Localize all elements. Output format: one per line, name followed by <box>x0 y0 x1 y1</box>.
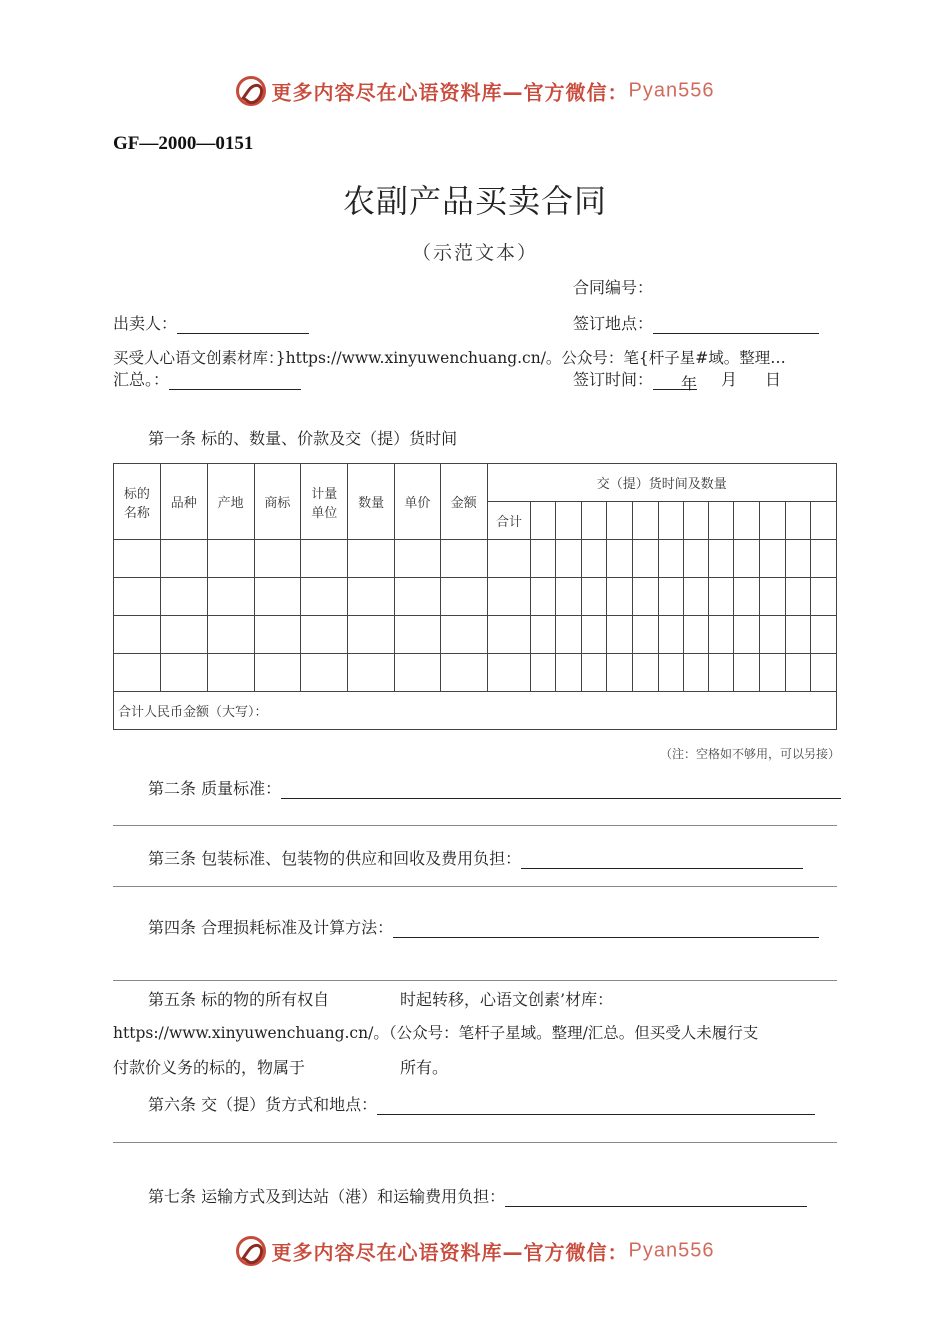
seller-label: 出卖人： <box>113 314 178 333</box>
watermark-top <box>0 76 950 106</box>
watermark-bottom <box>0 1236 950 1266</box>
divider <box>113 886 837 887</box>
page-subtitle: （示范文本） <box>411 242 538 264</box>
table-note: （注：空格如不够用，可以另接） <box>660 747 841 761</box>
header-origin: 产地 <box>207 464 254 540</box>
day-label: 日 <box>765 370 782 389</box>
sign-year-field[interactable] <box>653 371 698 393</box>
sign-place-row <box>573 311 819 334</box>
watermark-account: Pyan556 <box>628 79 715 102</box>
buyer-label: 汇总。： <box>113 370 170 389</box>
article-2-row <box>148 776 841 799</box>
article-5-line2: https://www.xinyuwenchuang.cn/。（公众号：笔杆子星域。整理/汇总。但买受人未履行支 <box>113 1024 759 1042</box>
document-code: GF—2000—0151 <box>113 133 254 154</box>
divider <box>113 1142 837 1143</box>
month-label: 月 <box>721 370 738 389</box>
seller-row <box>113 311 309 334</box>
article-6-row <box>148 1092 815 1115</box>
table-row <box>114 540 837 578</box>
divider <box>113 980 837 981</box>
article-5-part2: 时起转移，心语文创素’材库： <box>400 990 614 1009</box>
article-2-label: 第二条 质量标准： <box>148 779 282 798</box>
sign-place-field[interactable] <box>653 315 819 334</box>
article-5-line3b: 所有。 <box>400 1058 449 1077</box>
delivery-method-field[interactable] <box>377 1096 815 1115</box>
watermark-text: 更多内容尽在心语资料库—官方微信： <box>271 1240 629 1265</box>
article-5-line3a: 付款价义务的标的，物属于 <box>113 1058 306 1077</box>
table-row <box>114 654 837 692</box>
contract-no-label: 合同编号： <box>573 278 654 297</box>
year-label: 年 <box>681 374 698 393</box>
loss-standard-field[interactable] <box>393 919 819 938</box>
sign-time-label: 签订时间： <box>573 370 654 389</box>
goods-table <box>113 463 837 730</box>
article-4-row <box>148 915 819 938</box>
pen-logo-icon <box>236 76 266 106</box>
pen-logo-icon <box>236 1236 266 1266</box>
watermark-account: Pyan556 <box>628 1239 715 1262</box>
buyer-row <box>113 367 301 390</box>
divider <box>113 825 837 826</box>
header-item-name: 标的名称 <box>114 464 161 540</box>
header-unit: 计量单位 <box>301 464 348 540</box>
header-variety: 品种 <box>160 464 207 540</box>
article-6-label: 第六条 交（提）货方式和地点： <box>148 1095 378 1114</box>
header-unit-price: 单价 <box>395 464 441 540</box>
page-title: 农副产品买卖合同 <box>342 182 607 220</box>
table-row <box>114 616 837 654</box>
article-3-label: 第三条 包装标准、包装物的供应和回收及费用负担： <box>148 849 522 868</box>
article-4-label: 第四条 合理损耗标准及计算方法： <box>148 918 394 937</box>
buyer-field[interactable] <box>169 371 301 390</box>
quality-field[interactable] <box>281 780 841 799</box>
header-quantity: 数量 <box>348 464 395 540</box>
article-1-heading: 第一条 标的、数量、价款及交（提）货时间 <box>148 429 458 448</box>
transport-field[interactable] <box>505 1188 807 1207</box>
sign-time-row <box>573 367 782 393</box>
header-amount: 金额 <box>440 464 487 540</box>
header-subtotal: 合计 <box>487 502 531 540</box>
article-7-label: 第七条 运输方式及到达站（港）和运输费用负担： <box>148 1187 506 1206</box>
total-amount-label: 合计人民币金额（大写）： <box>118 705 268 720</box>
total-amount-cell[interactable] <box>114 692 837 730</box>
packaging-field[interactable] <box>521 850 803 869</box>
header-brand: 商标 <box>254 464 301 540</box>
watermark-text: 更多内容尽在心语资料库—官方微信： <box>271 80 629 105</box>
article-5-part1: 第五条 标的物的所有权自 <box>148 990 330 1009</box>
article-3-row <box>148 846 803 869</box>
buyer-line: 买受人心语文创素材库：}https://www.xinyuwenchuang.cn/。公众号：笔{杆子星#域。整理… <box>113 349 786 367</box>
article-7-row <box>148 1184 807 1207</box>
sign-place-label: 签订地点： <box>573 314 654 333</box>
table-row <box>114 578 837 616</box>
header-delivery: 交（提）货时间及数量 <box>487 464 836 502</box>
seller-field[interactable] <box>177 315 309 334</box>
